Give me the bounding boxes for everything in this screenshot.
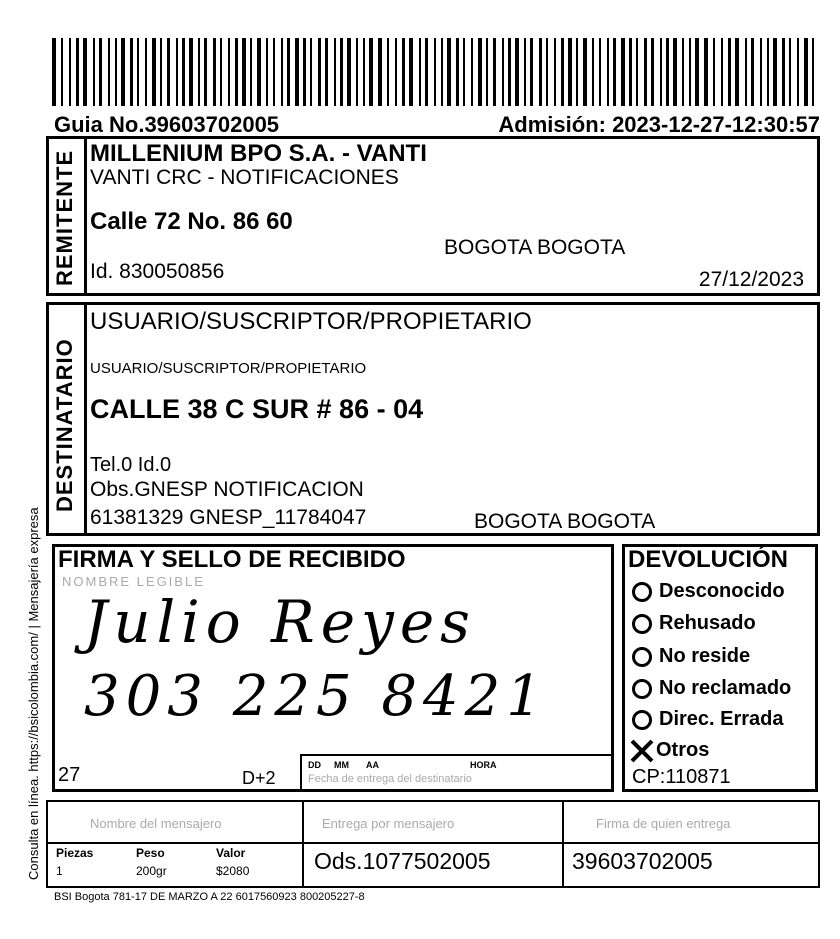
valor-value: $2080: [216, 864, 250, 878]
handwritten-name: Julio Reyes: [84, 588, 476, 656]
ods-number: Ods.1077502005: [314, 848, 491, 874]
destinatario-label: DESTINATARIO: [52, 338, 77, 512]
destinatario-tel: Tel.0 Id.0: [90, 454, 172, 476]
valor-label: Valor: [216, 846, 246, 860]
bottom-grid-vline-2: [562, 802, 564, 886]
label-dd: DD: [308, 760, 321, 770]
radio-circle-icon: [632, 582, 652, 602]
peso-value: 200gr: [136, 864, 167, 878]
piezas-label: Piezas: [56, 846, 94, 860]
bottom-grid-vline-1: [302, 802, 304, 886]
option-direc-errada: Direc. Errada: [632, 708, 784, 731]
devolucion-title: DEVOLUCIÓN: [628, 546, 789, 573]
option-desconocido: Desconocido: [632, 580, 785, 603]
faint-cell-2: Entrega por mensajero: [322, 816, 455, 831]
radio-circle-icon: [632, 614, 652, 634]
label-hora: HORA: [470, 760, 497, 770]
signature-title: FIRMA Y SELLO DE RECIBIDO: [58, 546, 406, 573]
destinatario-name: USUARIO/SUSCRIPTOR/PROPIETARIO: [90, 308, 532, 335]
tracking-number: 39603702005: [572, 848, 713, 874]
barcode: [52, 38, 820, 106]
label-aa: AA: [366, 760, 379, 770]
remitente-divider: [84, 139, 87, 293]
destinatario-city: BOGOTA BOGOTA: [474, 510, 656, 533]
option-no-reside: No reside: [632, 645, 750, 668]
destinatario-address: CALLE 38 C SUR # 86 - 04: [90, 394, 424, 424]
remitente-company: MILLENIUM BPO S.A. - VANTI: [90, 140, 427, 167]
remitente-address: Calle 72 No. 86 60: [90, 208, 293, 235]
d-code: D+2: [242, 768, 276, 788]
destinatario-ref: 61381329 GNESP_11784047: [90, 506, 367, 529]
remitente-city: BOGOTA BOGOTA: [444, 236, 626, 259]
destinatario-name-2: USUARIO/SUSCRIPTOR/PROPIETARIO: [90, 360, 367, 377]
remitente-id: Id. 830050856: [90, 260, 225, 283]
radio-circle-icon: [632, 647, 652, 667]
peso-label: Peso: [136, 846, 165, 860]
guia-number: Guia No.39603702005: [54, 112, 280, 137]
side-info-text: Consulta en línea. https://bsicolombia.com/ | Mensajería expresa: [26, 507, 41, 880]
faint-cell-3: Firma de quien entrega: [596, 816, 731, 831]
radio-circle-icon: [632, 710, 652, 730]
remitente-dept: VANTI CRC - NOTIFICACIONES: [90, 166, 399, 189]
option-otros: Otros: [632, 739, 709, 762]
day-number: 27: [58, 764, 81, 786]
label-mm: MM: [334, 760, 349, 770]
footer-text: BSI Bogota 781-17 DE MARZO A 22 6017560923 800205227-8: [54, 891, 365, 903]
date-faint-text: Fecha de entrega del destinatario: [308, 773, 472, 785]
faint-cell-1: Nombre del mensajero: [90, 816, 222, 831]
piezas-value: 1: [56, 864, 63, 878]
bottom-grid-hline: [48, 842, 818, 844]
handwritten-phone: 303 225 8421: [84, 664, 548, 729]
option-rehusado: Rehusado: [632, 612, 756, 635]
destinatario-obs: Obs.GNESP NOTIFICACION: [90, 478, 364, 501]
remitente-date: 27/12/2023: [698, 268, 804, 291]
option-no-reclamado: No reclamado: [632, 677, 791, 700]
remitente-label: REMITENTE: [52, 149, 77, 286]
signature-faint-label: NOMBRE LEGIBLE: [62, 574, 205, 589]
postal-code: CP:110871: [632, 766, 731, 788]
radio-circle-icon: [632, 679, 652, 699]
x-mark-icon: [632, 741, 652, 761]
admission-date: Admisión: 2023-12-27-12:30:57: [498, 112, 820, 137]
destinatario-divider: [84, 305, 87, 533]
